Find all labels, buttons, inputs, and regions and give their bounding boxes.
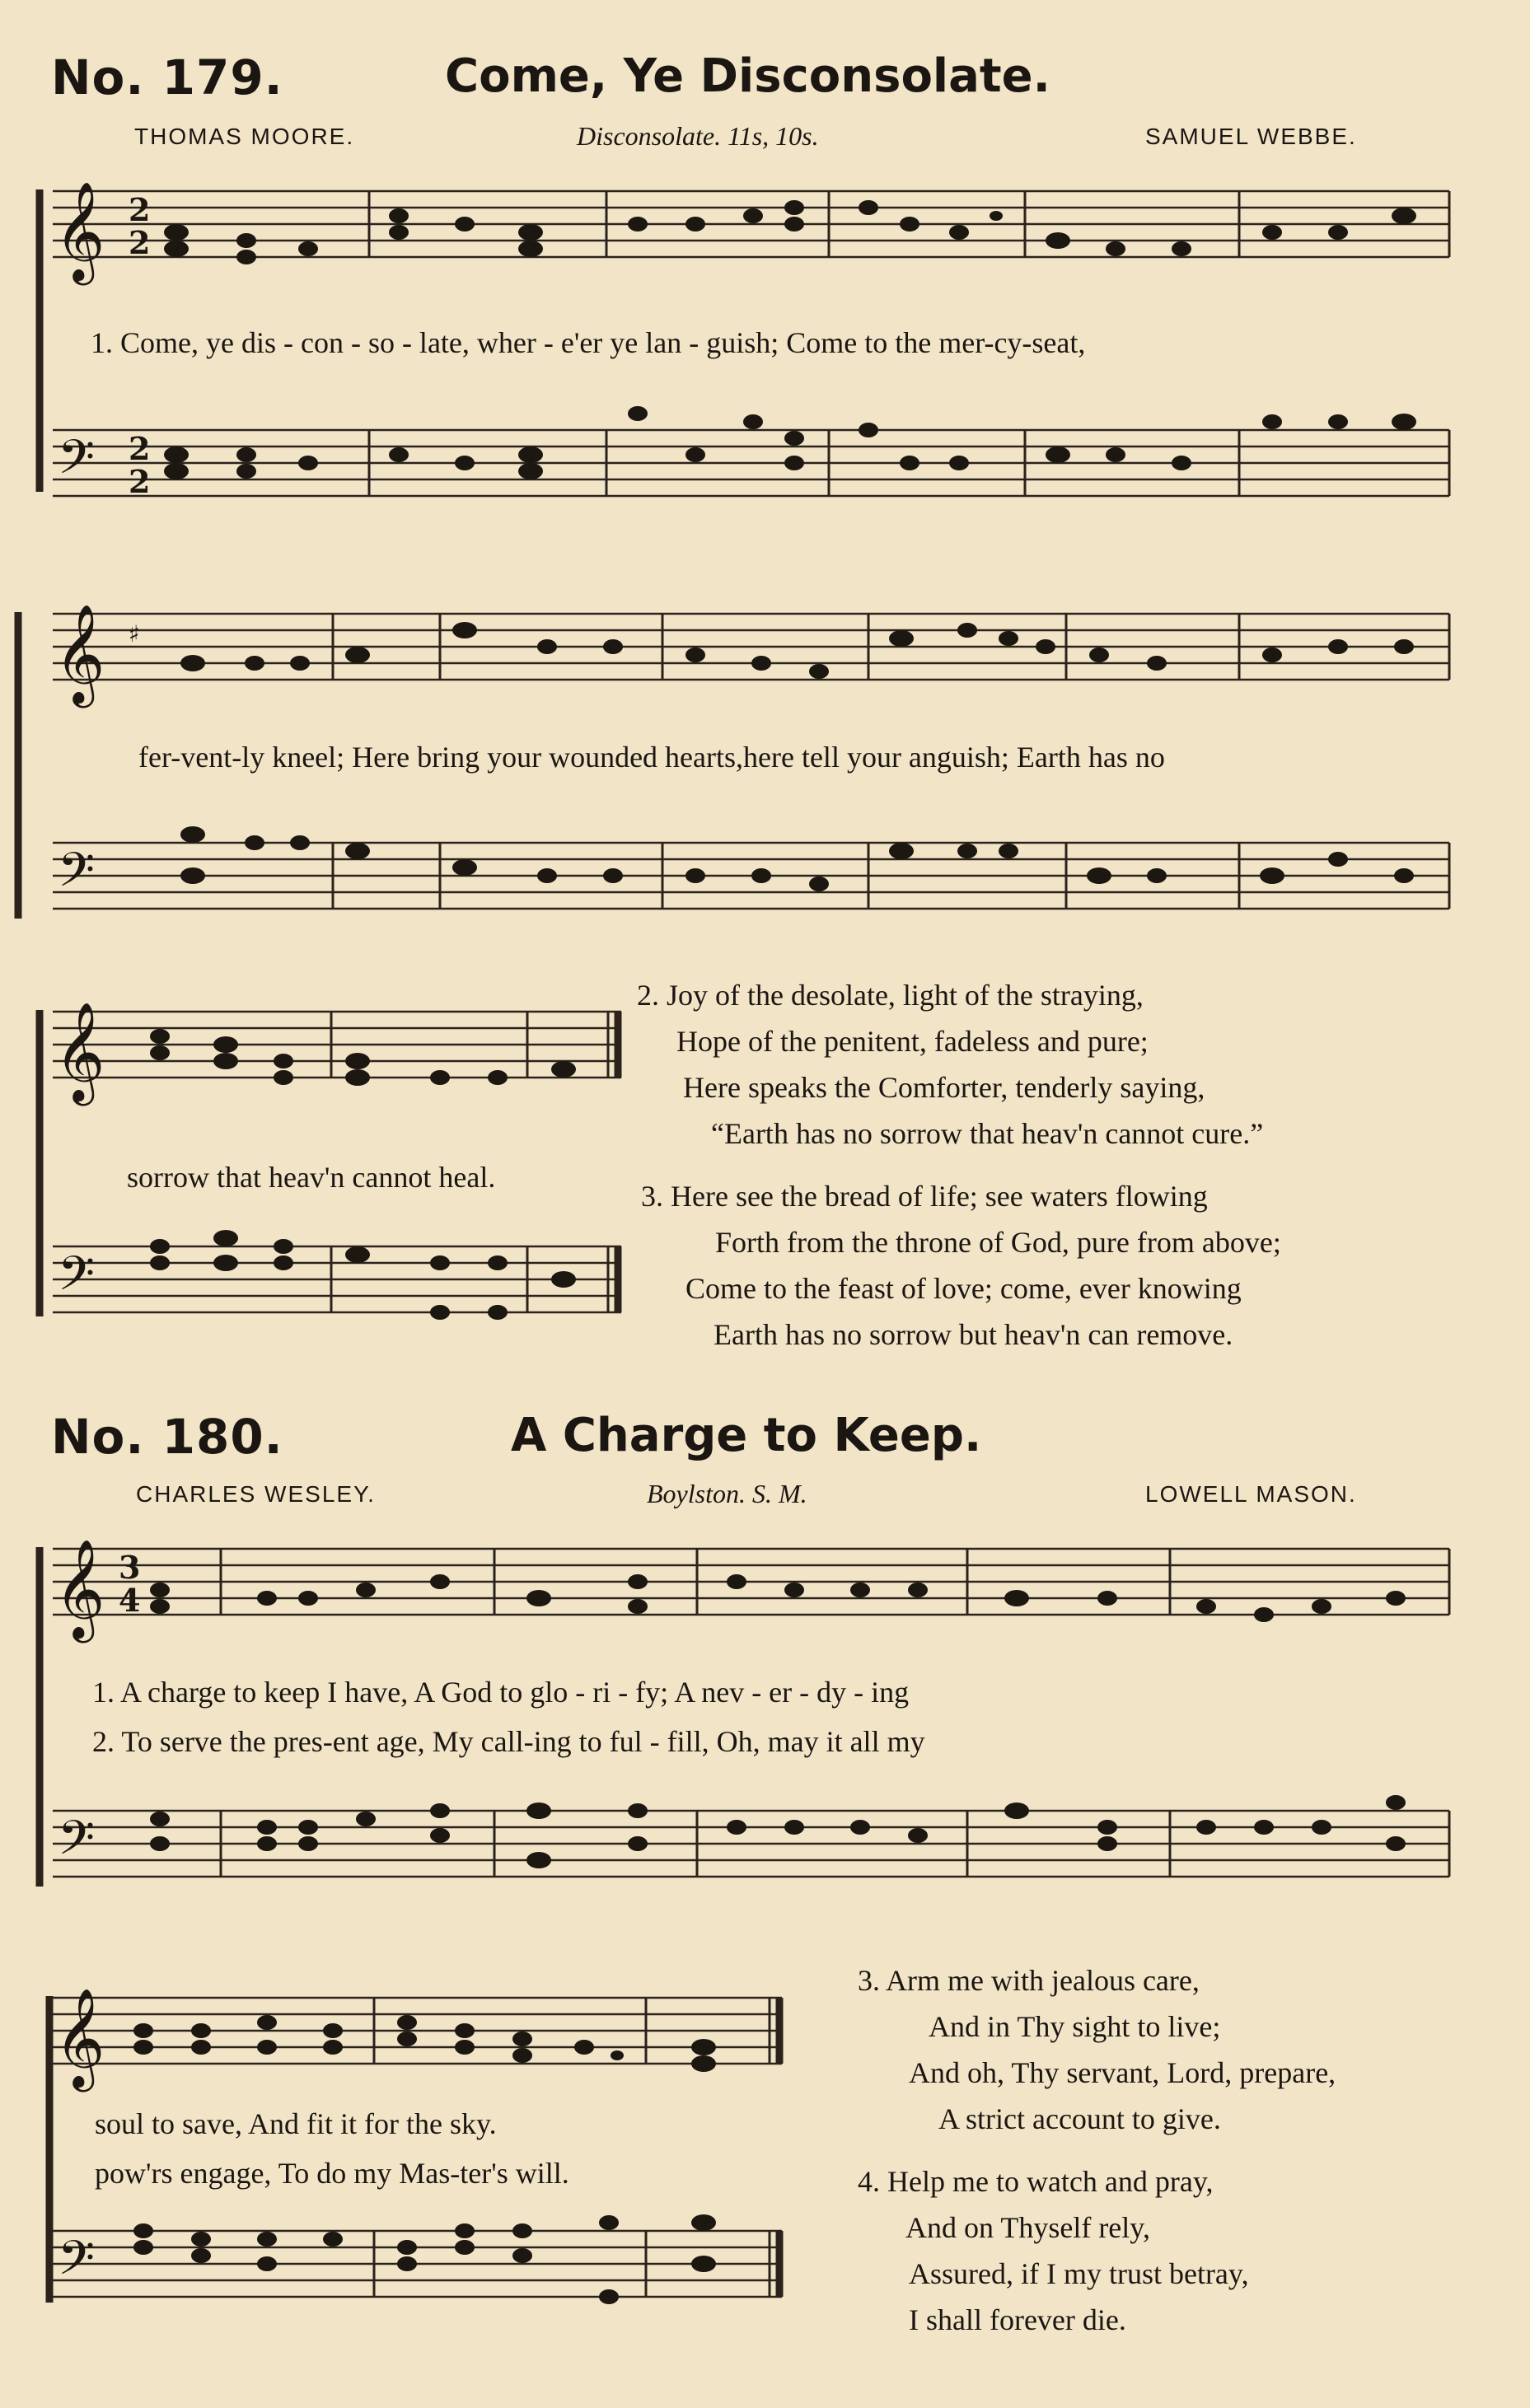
treble-clef-icon: 𝄞 bbox=[54, 1538, 105, 1639]
hymn-179-system2-bass-staff bbox=[36, 843, 1453, 925]
hymn-180-lyric-line-2: 2. To serve the pres-ent age, My call-ing to ful - fill, Oh, may it all my bbox=[92, 1725, 925, 1758]
hymn-179-system2-treble-staff bbox=[36, 603, 1453, 721]
hymn-180-lyric-line-1: 1. A charge to keep I have, A God to glo - ri - fy; A nev - er - dy - ing bbox=[92, 1676, 910, 1709]
hymn-179-author: THOMAS MOORE. bbox=[134, 124, 355, 149]
svg-text:3: 3 bbox=[119, 1549, 141, 1586]
treble-clef-icon: 𝄞 bbox=[54, 603, 105, 704]
hymn-179-lyric-line-1: 1. Come, ye dis - con - so - late, wher - e'er ye lan - guish; Come to the mer-cy-seat, bbox=[91, 326, 1086, 359]
hymn-180-lyric-line-4: pow'rs engage, To do my Mas-ter's will. bbox=[95, 2157, 569, 2190]
hymn-180-system2-bass-staff bbox=[36, 2231, 794, 2313]
verse-line: 4. Help me to watch and pray, bbox=[858, 2165, 1214, 2198]
hymn-179-composer: SAMUEL WEBBE. bbox=[1145, 124, 1357, 149]
hymn-180-title: A Charge to Keep. bbox=[511, 1409, 982, 1462]
hymn-179-system3-bass-staff bbox=[36, 1246, 629, 1329]
hymn-180-tune: Boylston. S. M. bbox=[647, 1479, 807, 1508]
hymn-179-lyric-line-2: fer-vent-ly kneel; Here bring your wounded hearts,here tell your anguish; Earth has no bbox=[138, 741, 1165, 774]
bass-clef-icon: 𝄢 bbox=[58, 1246, 96, 1313]
hymn-179-system3-treble-staff bbox=[36, 1001, 629, 1119]
hymn-180-lyric-line-3: soul to save, And fit it for the sky. bbox=[95, 2107, 497, 2140]
hymn-180-verse-3 bbox=[858, 1957, 1336, 2142]
verse-line: “Earth has no sorrow that heav'n cannot cure.” bbox=[711, 1117, 1264, 1150]
treble-clef-icon: 𝄞 bbox=[54, 1001, 105, 1101]
bass-clef-icon: 𝄢 bbox=[58, 1810, 96, 1877]
verse-line: Hope of the penitent, fadeless and pure; bbox=[676, 1025, 1149, 1058]
hymn-179-title: Come, Ye Disconsolate. bbox=[445, 49, 1050, 103]
bass-clef-icon: 𝄢 bbox=[58, 842, 96, 909]
svg-text:♯: ♯ bbox=[129, 620, 140, 648]
hymn-180-verse-4 bbox=[858, 2158, 1249, 2343]
verse-line: I shall forever die. bbox=[909, 2303, 1126, 2336]
verse-line: A strict account to give. bbox=[938, 2102, 1221, 2135]
hymn-180-number: No. 180. bbox=[51, 1409, 283, 1465]
verse-line: Come to the feast of love; come, ever knowing bbox=[685, 1272, 1242, 1305]
verse-line: And on Thyself rely, bbox=[905, 2211, 1150, 2244]
verse-line: Here speaks the Comforter, tenderly saying, bbox=[683, 1071, 1205, 1104]
bass-clef-icon: 𝄢 bbox=[58, 429, 96, 497]
hymn-179-verse-3 bbox=[641, 1173, 1281, 1358]
hymn-179-tune: Disconsolate. 11s, 10s. bbox=[577, 121, 819, 151]
hymn-179-system1-treble-staff bbox=[36, 180, 1453, 298]
svg-text:2: 2 bbox=[129, 463, 151, 500]
verse-line: Earth has no sorrow but heav'n can remove. bbox=[714, 1318, 1233, 1351]
treble-clef-icon: 𝄞 bbox=[54, 180, 105, 281]
verse-line: 3. Arm me with jealous care, bbox=[858, 1964, 1200, 1997]
hymn-180-system1-bass-staff bbox=[36, 1811, 1453, 1893]
hymn-179-number: No. 179. bbox=[51, 49, 283, 105]
verse-line: Forth from the throne of God, pure from above; bbox=[715, 1226, 1281, 1259]
svg-text:2: 2 bbox=[129, 224, 151, 261]
verse-line: And in Thy sight to live; bbox=[929, 2010, 1221, 2043]
hymn-180-author: CHARLES WESLEY. bbox=[136, 1481, 376, 1507]
hymn-179-verse-2 bbox=[637, 972, 1263, 1157]
svg-text:2: 2 bbox=[129, 430, 151, 467]
hymn-179-system1-bass-staff bbox=[36, 430, 1453, 512]
verse-line: 2. Joy of the desolate, light of the straying, bbox=[637, 979, 1144, 1012]
hymn-180-system2-treble-staff bbox=[36, 1987, 794, 2105]
svg-text:4: 4 bbox=[119, 1582, 141, 1619]
bass-clef-icon: 𝄢 bbox=[58, 2230, 96, 2298]
verse-line: Assured, if I my trust betray, bbox=[909, 2257, 1249, 2290]
verse-line: And oh, Thy servant, Lord, prepare, bbox=[909, 2056, 1336, 2089]
svg-text:2: 2 bbox=[129, 191, 151, 228]
hymn-180-composer: LOWELL MASON. bbox=[1145, 1481, 1357, 1507]
treble-clef-icon: 𝄞 bbox=[54, 1987, 105, 2088]
hymn-179-lyric-line-3: sorrow that heav'n cannot heal. bbox=[127, 1161, 496, 1194]
hymn-180-system1-treble-staff bbox=[36, 1538, 1453, 1656]
verse-line: 3. Here see the bread of life; see waters flowing bbox=[641, 1180, 1208, 1213]
